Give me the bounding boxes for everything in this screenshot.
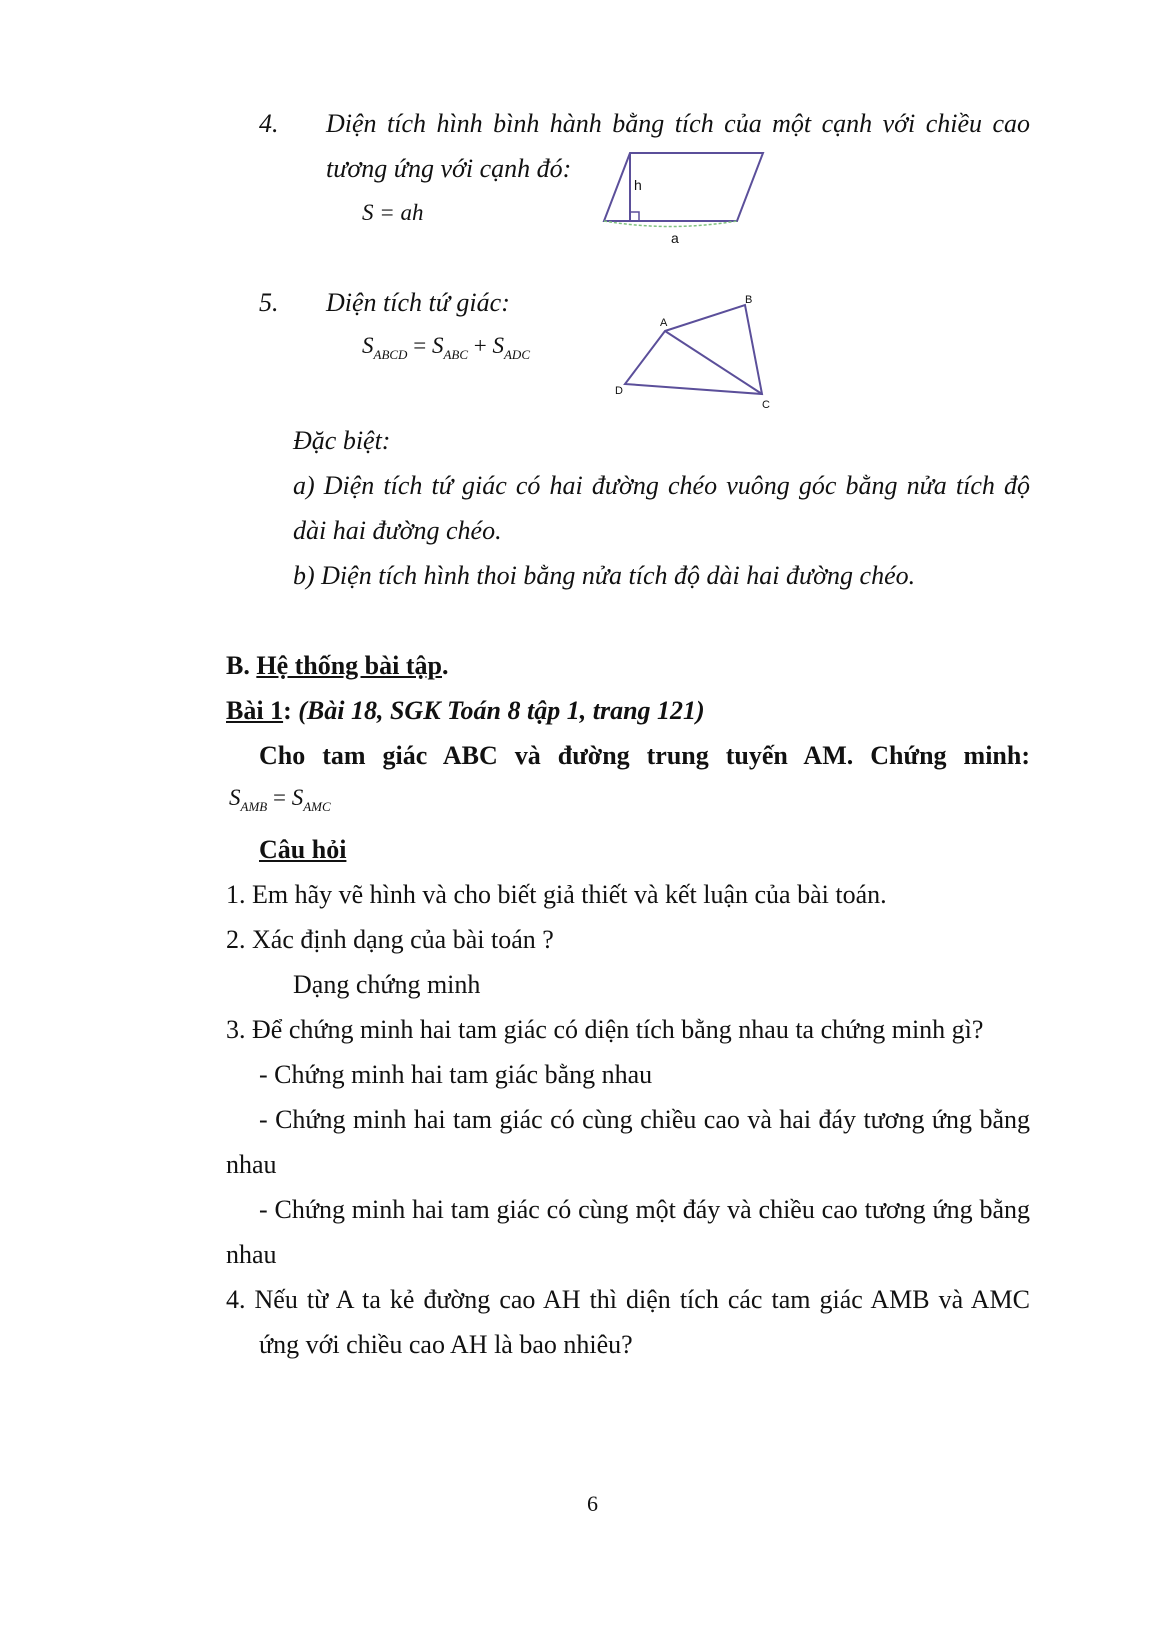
section-b-heading [226, 651, 449, 681]
bai1-formula-sub2: AMC [303, 799, 331, 814]
bai1-colon: : [283, 696, 292, 725]
special-title: Đặc biệt: [293, 426, 391, 455]
label-A: A [660, 317, 668, 329]
question-1: 1. Em hãy vẽ hình và cho biết giả thiết và kết luận của bài toán. [226, 880, 887, 909]
bai1-formula-s2: S [291, 785, 304, 810]
label-h: h [634, 177, 642, 193]
formula-sub1: ABCD [373, 347, 408, 362]
page-number: 6 [587, 1491, 598, 1516]
question-3-answer-b-line1: - Chứng minh hai tam giác có cùng chiều cao và hai đáy tương ứng bằng [259, 1105, 1030, 1134]
question-3-answer-b-line2: nhau [226, 1150, 277, 1179]
question-4-line1: 4. Nếu từ A ta kẻ đường cao AH thì diện tích các tam giác AMB và AMC [226, 1285, 1030, 1314]
formula-s2: S [431, 333, 444, 358]
item4-line2: tương ứng với cạnh đó: [326, 154, 572, 183]
formula-eq: = [407, 333, 432, 358]
special-b-line: b) Diện tích hình thoi bằng nửa tích độ dài hai đường chéo. [293, 561, 916, 590]
bai1-statement: Cho tam giác ABC và đường trung tuyến AM. Chứng minh: [259, 741, 1030, 770]
question-3-answer-c-line1: - Chứng minh hai tam giác có cùng một đáy và chiều cao tương ứng bằng [259, 1195, 1030, 1224]
question-2: 2. Xác định dạng của bài toán ? [226, 925, 554, 954]
item5-formula [362, 333, 530, 363]
formula-sub3: ADC [503, 347, 530, 362]
label-a: a [671, 230, 679, 246]
question-3-answer-c-line2: nhau [226, 1240, 277, 1269]
parallelogram-shape [604, 153, 763, 221]
label-B: B [745, 294, 753, 306]
label-D: D [615, 385, 623, 397]
item4-number: 4. [259, 109, 279, 138]
bai1-formula-s1: S [229, 785, 241, 810]
bai1-source: (Bài 18, SGK Toán 8 tập 1, trang 121) [298, 696, 705, 725]
section-b-title: Hệ thống bài tập [256, 651, 442, 680]
bai1-formula [229, 785, 331, 815]
bai1-heading [226, 696, 705, 726]
quadrilateral-figure [605, 288, 785, 413]
bai1-formula-eq: = [267, 785, 292, 810]
parallelogram-figure [600, 148, 770, 248]
bai1-label: Bài 1 [226, 696, 284, 725]
item4-line1: Diện tích hình bình hành bằng tích của một cạnh với chiều cao [326, 109, 1030, 138]
diagonal-ac [665, 331, 762, 394]
section-b-prefix: B. [226, 651, 250, 680]
item5-number: 5. [259, 288, 279, 317]
question-3-answer-a: - Chứng minh hai tam giác bằng nhau [259, 1060, 653, 1089]
formula-s1: S [362, 333, 374, 358]
bai1-formula-sub1: AMB [240, 799, 268, 814]
formula-plus: + [468, 333, 493, 358]
formula-s3: S [492, 333, 504, 358]
question-2-answer: Dạng chứng minh [293, 970, 481, 999]
item4-formula: S = ah [362, 200, 424, 225]
label-C: C [762, 399, 770, 411]
question-4-line2: ứng với chiều cao AH là bao nhiêu? [259, 1330, 633, 1359]
question-3: 3. Để chứng minh hai tam giác có diện tích bằng nhau ta chứng minh gì? [226, 1015, 984, 1044]
special-a-line1: a) Diện tích tứ giác có hai đường chéo vuông góc bằng nửa tích độ [293, 471, 1030, 500]
special-a-line2: dài hai đường chéo. [293, 516, 502, 545]
right-angle-mark [630, 212, 639, 221]
item5-text: Diện tích tứ giác: [326, 288, 510, 317]
section-b-title-dot: . [442, 651, 449, 680]
formula-sub2: ABC [443, 347, 468, 362]
questions-title: Câu hỏi [259, 835, 347, 864]
